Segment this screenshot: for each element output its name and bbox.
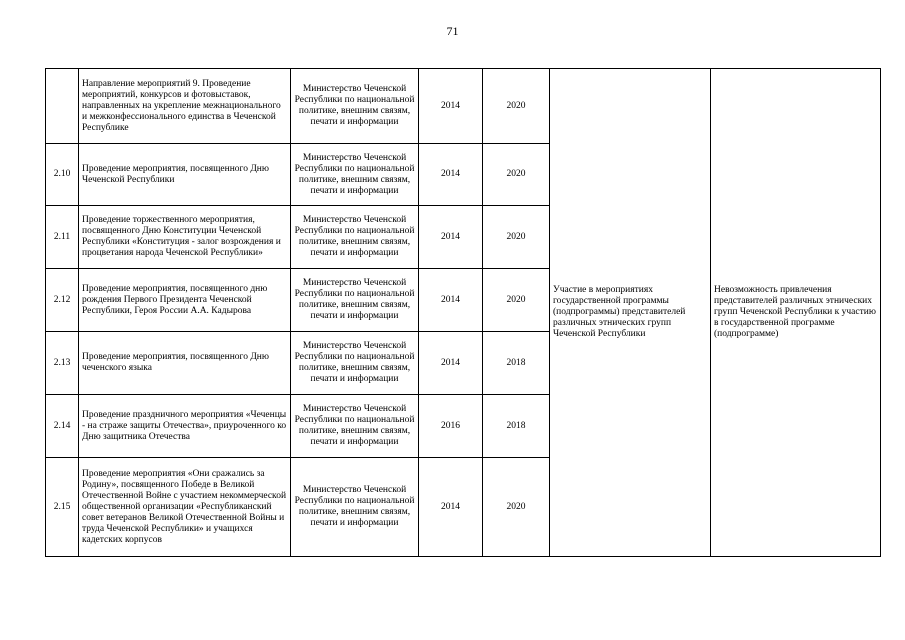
start-year: 2014 (419, 269, 483, 332)
row-number: 2.15 (46, 458, 79, 557)
row-number: 2.10 (46, 144, 79, 206)
expected-result: Участие в мероприятиях государственной программы (подпрограммы) представителей различных этнических групп Чеченской Республики (550, 69, 711, 557)
end-year: 2018 (483, 395, 550, 458)
start-year: 2014 (419, 144, 483, 206)
row-number: 2.14 (46, 395, 79, 458)
executor-cell: Министерство Чеченской Республики по национальной политике, внешним связям, печати и информации (291, 206, 419, 269)
page-number: 71 (446, 24, 459, 38)
measure-title: Проведение мероприятия, посвященного дню рождения Первого Президента Чеченской Республики, Героя России А.А. Кадырова (79, 269, 291, 332)
start-year: 2014 (419, 458, 483, 557)
measure-title: Проведение мероприятия, посвященного Дню чеченского языка (79, 332, 291, 395)
start-year: 2014 (419, 69, 483, 144)
end-year: 2020 (483, 458, 550, 557)
row-number: 2.11 (46, 206, 79, 269)
measure-title: Проведение праздничного мероприятия «Чеченцы - на страже защиты Отечества», приуроченного ко Дню защитника Отечества (79, 395, 291, 458)
row-number (46, 69, 79, 144)
end-year: 2018 (483, 332, 550, 395)
start-year: 2014 (419, 332, 483, 395)
end-year: 2020 (483, 69, 550, 144)
start-year: 2014 (419, 206, 483, 269)
start-year: 2016 (419, 395, 483, 458)
executor-cell: Министерство Чеченской Республики по национальной политике, внешним связям, печати и информации (291, 458, 419, 557)
program-table (45, 68, 881, 557)
row-number: 2.12 (46, 269, 79, 332)
row-number: 2.13 (46, 332, 79, 395)
measure-title: Проведение торжественного мероприятия, посвященного Дню Конституции Чеченской Республики «Конституция - залог возрождения и процветания народа Чеченской Республики» (79, 206, 291, 269)
executor-cell: Министерство Чеченской Республики по национальной политике, внешним связям, печати и информации (291, 269, 419, 332)
table-row (46, 69, 881, 144)
end-year: 2020 (483, 144, 550, 206)
executor-cell: Министерство Чеченской Республики по национальной политике, внешним связям, печати и информации (291, 144, 419, 206)
executor-cell: Министерство Чеченской Республики по национальной политике, внешним связям, печати и информации (291, 69, 419, 144)
measure-title: Направление мероприятий 9. Проведение мероприятий, конкурсов и фотовыставок, направленных на укрепление межнационального и межконфессионального единства в Чеченской Республике (79, 69, 291, 144)
end-year: 2020 (483, 269, 550, 332)
end-year: 2020 (483, 206, 550, 269)
nonimplementation-consequence: Невозможность привлечения представителей различных этнических групп Чеченской Республики к участию в государственной программе (подпрограмме) (711, 69, 881, 557)
measure-title: Проведение мероприятия, посвященного Дню Чеченской Республики (79, 144, 291, 206)
executor-cell: Министерство Чеченской Республики по национальной политике, внешним связям, печати и информации (291, 395, 419, 458)
measure-title: Проведение мероприятия «Они сражались за Родину», посвященного Победе в Великой Отечественной Войне с участием некоммерческой общественной организации «Республиканский совет ветеранов Великой Отечественной Войны и труда Чеченской Республики» и учащихся кадетских корпусов (79, 458, 291, 557)
executor-cell: Министерство Чеченской Республики по национальной политике, внешним связям, печати и информации (291, 332, 419, 395)
